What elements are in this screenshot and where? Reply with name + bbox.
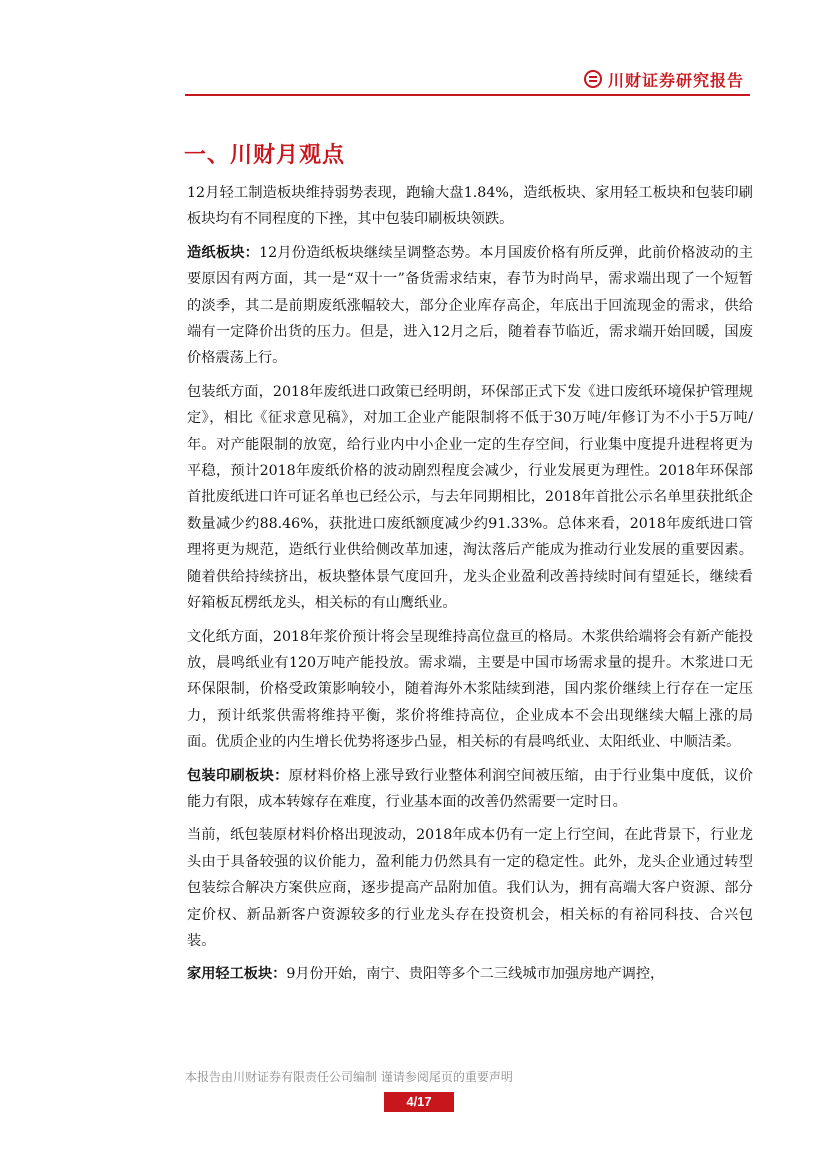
paragraph-lead: 包装印刷板块： — [187, 767, 289, 784]
paragraph-text: 原材料价格上涨导致行业整体利润空间被压缩，由于行业集中度低，议价能力有限，成本转嫁存在难度，行业基本面的改善仍然需要一定时日。 — [187, 767, 753, 810]
paragraph — [187, 379, 753, 617]
section-title: 一、川财月观点 — [184, 142, 346, 168]
footer-disclaimer: 本报告由川财证券有限责任公司编制 谨请参阅尾页的重要声明 — [185, 1070, 513, 1084]
paragraph — [187, 822, 753, 954]
paragraph-text: 9月份开始，南宁、贵阳等多个二三线城市加强房地产调控， — [286, 966, 665, 983]
paragraph — [187, 763, 753, 816]
paragraph — [187, 180, 753, 233]
header-rule — [185, 94, 750, 96]
header-logo-icon — [584, 70, 602, 88]
report-title: 川财证券研究报告 — [608, 71, 745, 90]
paragraph-text: 当前，纸包装原材料价格出现波动，2018年成本仍有一定上行空间，在此背景下，行业龙头由于具备较强的议价能力，盈利能力仍然具有一定的稳定性。此外，龙头企业通过转型包装综合解决方案供应商，逐步提高产品附加值。我们认为，拥有高端大客户资源、部分定价权、新品新客户资源较多的行业龙头存在投资机会，相关标的有裕同科技、合兴包装。 — [187, 827, 753, 949]
paragraph-lead: 家用轻工板块： — [187, 966, 287, 983]
paragraph-text: 文化纸方面，2018年浆价预计将会呈现维持高位盘亘的格局。木浆供给端将会有新产能投放，晨鸣纸业有120万吨产能投放。需求端，主要是中国市场需求量的提升。木浆进口无环保限制，价格受政策影响较小，随着海外木浆陆续到港，国内浆价继续上行存在一定压力，预计纸浆供需将维持平衡，浆价将维持高位，企业成本不会出现继续大幅上涨的局面。优质企业的内生增长优势将逐步凸显，相关标的有晨鸣纸业、太阳纸业、中顺洁柔。 — [187, 628, 753, 751]
paragraph — [187, 240, 753, 372]
paragraph-text: 12月份造纸板块继续呈调整态势。本月国废价格有所反弹，此前价格波动的主要原因有两方面，其一是“双十一”备货需求结束，春节为时尚早，需求端出现了一个短暂的淡季，其二是前期废纸涨幅较大，部分企业库存高企，年底出于回流现金的需求，供给端有一定降价出货的压力。但是，进入12月之后，随着春节临近，需求端开始回暖，国废价格震荡上行。 — [187, 244, 753, 367]
paragraph-text: 12月轻工制造板块维持弱势表现，跑输大盘1.84%，造纸板块、家用轻工板块和包装印刷板块均有不同程度的下挫，其中包装印刷板块领跌。 — [187, 185, 753, 228]
page-number: 4/17 — [384, 1092, 454, 1112]
paragraph — [187, 961, 753, 987]
paragraph-lead: 造纸板块： — [187, 244, 260, 261]
paragraph — [187, 624, 753, 756]
body-text — [187, 180, 753, 995]
paragraph-text: 包装纸方面，2018年废纸进口政策已经明朗，环保部正式下发《进口废纸环境保护管理规定》，相比《征求意见稿》，对加工企业产能限制将不低于30万吨/年修订为不小于5万吨/年。对产能限制的放宽，给行业内中小企业一定的生存空间，行业集中度提升进程将更为平稳，预计2018年废纸价格的波动剧烈程度会减少，行业发展更为理性。2018年环保部首批废纸进口许可证名单也已经公示，与去年同期相比，2018年首批公示名单里获批纸企数量减少约88.46%，获批进口废纸额度减少约91.33%。总体来看，2018年废纸进口管理将更为规范，造纸行业供给侧改革加速，淘汰落后产能成为推动行业发展的重要因素。随着供给持续挤出，板块整体景气度回升，龙头企业盈利改善持续时间有望延长，继续看好箱板瓦楞纸龙头，相关标的有山鹰纸业。 — [187, 383, 753, 612]
